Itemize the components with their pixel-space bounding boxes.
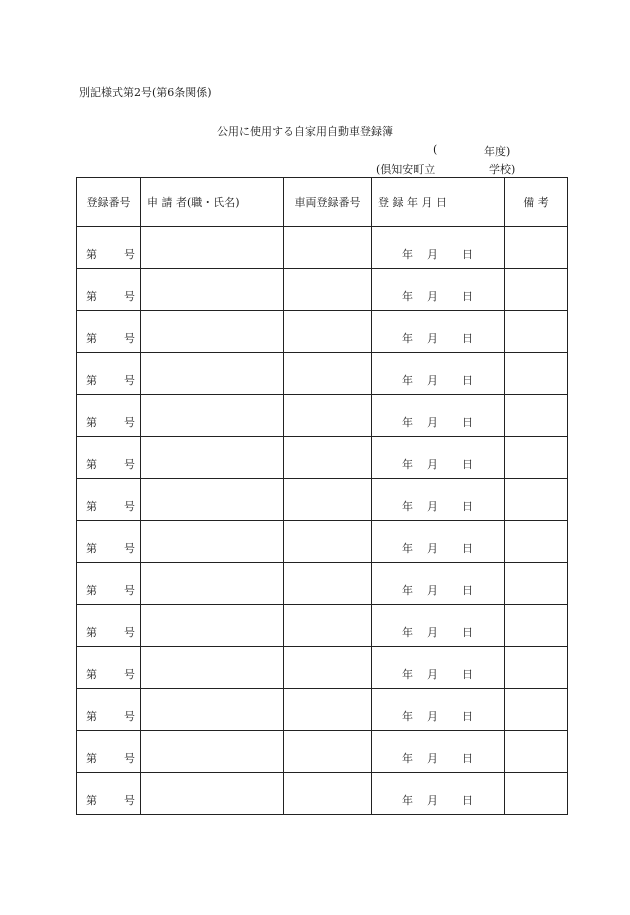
date-month-label: 月 <box>427 794 438 807</box>
date-day-label: 日 <box>462 542 473 555</box>
registration-number-cell <box>77 437 141 479</box>
table-row <box>77 269 568 311</box>
date-day-label: 日 <box>462 332 473 345</box>
registration-date-cell <box>372 437 505 479</box>
remarks-cell <box>505 353 568 395</box>
date-year-label: 年 <box>402 542 413 555</box>
remarks-cell <box>505 605 568 647</box>
date-month-label: 月 <box>427 752 438 765</box>
number-suffix: 号 <box>124 416 135 429</box>
number-prefix: 第 <box>86 374 97 387</box>
date-month-label: 月 <box>427 542 438 555</box>
vehicle-number-cell <box>284 269 372 311</box>
remarks-cell <box>505 269 568 311</box>
applicant-cell <box>141 227 284 269</box>
table-row <box>77 689 568 731</box>
registration-table <box>76 177 568 815</box>
table-row <box>77 437 568 479</box>
table-row <box>77 521 568 563</box>
registration-number-cell <box>77 731 141 773</box>
date-month-label: 月 <box>427 374 438 387</box>
number-prefix: 第 <box>86 332 97 345</box>
number-suffix: 号 <box>124 668 135 681</box>
registration-date-cell <box>372 605 505 647</box>
date-month-label: 月 <box>427 248 438 261</box>
registration-number-cell <box>77 605 141 647</box>
vehicle-number-cell <box>284 395 372 437</box>
number-suffix: 号 <box>124 332 135 345</box>
number-suffix: 号 <box>124 248 135 261</box>
number-prefix: 第 <box>86 458 97 471</box>
registration-number-cell <box>77 227 141 269</box>
registration-number-cell <box>77 311 141 353</box>
table-row <box>77 311 568 353</box>
registration-date-cell <box>372 353 505 395</box>
table-row <box>77 563 568 605</box>
date-day-label: 日 <box>462 752 473 765</box>
date-day-label: 日 <box>462 458 473 471</box>
applicant-cell <box>141 647 284 689</box>
date-year-label: 年 <box>402 668 413 681</box>
date-month-label: 月 <box>427 710 438 723</box>
applicant-cell <box>141 269 284 311</box>
registration-number-cell <box>77 353 141 395</box>
date-month-label: 月 <box>427 332 438 345</box>
number-prefix: 第 <box>86 794 97 807</box>
registration-date-cell <box>372 689 505 731</box>
vehicle-number-cell <box>284 353 372 395</box>
date-year-label: 年 <box>402 626 413 639</box>
table-row <box>77 479 568 521</box>
applicant-cell <box>141 521 284 563</box>
applicant-cell <box>141 563 284 605</box>
number-prefix: 第 <box>86 416 97 429</box>
number-prefix: 第 <box>86 626 97 639</box>
date-year-label: 年 <box>402 584 413 597</box>
date-day-label: 日 <box>462 584 473 597</box>
registration-number-cell <box>77 773 141 815</box>
date-month-label: 月 <box>427 584 438 597</box>
number-prefix: 第 <box>86 290 97 303</box>
number-suffix: 号 <box>124 752 135 765</box>
registration-number-cell <box>77 689 141 731</box>
table-header-row <box>77 178 568 227</box>
date-month-label: 月 <box>427 290 438 303</box>
date-year-label: 年 <box>402 374 413 387</box>
date-day-label: 日 <box>462 626 473 639</box>
remarks-cell <box>505 395 568 437</box>
applicant-cell <box>141 353 284 395</box>
year-open-paren: ( <box>433 143 438 156</box>
table-row <box>77 605 568 647</box>
date-year-label: 年 <box>402 416 413 429</box>
date-day-label: 日 <box>462 290 473 303</box>
date-day-label: 日 <box>462 710 473 723</box>
school-prefix: (倶知安町立 <box>376 163 436 176</box>
table-row <box>77 731 568 773</box>
number-prefix: 第 <box>86 668 97 681</box>
header-registration-number: 登録番号 <box>77 178 141 227</box>
table-row <box>77 395 568 437</box>
applicant-cell <box>141 395 284 437</box>
vehicle-number-cell <box>284 521 372 563</box>
vehicle-number-cell <box>284 437 372 479</box>
registration-date-cell <box>372 731 505 773</box>
table-row <box>77 773 568 815</box>
header-applicant: 申 請 者(職・氏名) <box>141 178 284 227</box>
number-suffix: 号 <box>124 500 135 513</box>
vehicle-number-cell <box>284 647 372 689</box>
number-suffix: 号 <box>124 710 135 723</box>
table-row <box>77 227 568 269</box>
number-suffix: 号 <box>124 542 135 555</box>
applicant-cell <box>141 605 284 647</box>
header-vehicle-number: 車両登録番号 <box>284 178 372 227</box>
remarks-cell <box>505 689 568 731</box>
number-prefix: 第 <box>86 584 97 597</box>
date-month-label: 月 <box>427 626 438 639</box>
header-remarks: 備 考 <box>505 178 568 227</box>
table-row <box>77 353 568 395</box>
date-year-label: 年 <box>402 332 413 345</box>
registration-date-cell <box>372 647 505 689</box>
date-year-label: 年 <box>402 500 413 513</box>
remarks-cell <box>505 563 568 605</box>
number-prefix: 第 <box>86 248 97 261</box>
number-prefix: 第 <box>86 752 97 765</box>
date-month-label: 月 <box>427 500 438 513</box>
registration-date-cell <box>372 521 505 563</box>
date-year-label: 年 <box>402 794 413 807</box>
remarks-cell <box>505 437 568 479</box>
date-year-label: 年 <box>402 710 413 723</box>
registration-number-cell <box>77 647 141 689</box>
form-label: 別記様式第2号(第6条関係) <box>79 86 212 99</box>
registration-number-cell <box>77 479 141 521</box>
registration-date-cell <box>372 773 505 815</box>
applicant-cell <box>141 479 284 521</box>
date-year-label: 年 <box>402 248 413 261</box>
date-month-label: 月 <box>427 668 438 681</box>
remarks-cell <box>505 731 568 773</box>
registration-number-cell <box>77 521 141 563</box>
number-suffix: 号 <box>124 374 135 387</box>
remarks-cell <box>505 521 568 563</box>
remarks-cell <box>505 647 568 689</box>
number-suffix: 号 <box>124 794 135 807</box>
date-day-label: 日 <box>462 794 473 807</box>
date-year-label: 年 <box>402 752 413 765</box>
date-day-label: 日 <box>462 416 473 429</box>
number-suffix: 号 <box>124 458 135 471</box>
date-day-label: 日 <box>462 248 473 261</box>
remarks-cell <box>505 311 568 353</box>
vehicle-number-cell <box>284 311 372 353</box>
vehicle-number-cell <box>284 689 372 731</box>
number-suffix: 号 <box>124 290 135 303</box>
registration-number-cell <box>77 269 141 311</box>
date-day-label: 日 <box>462 374 473 387</box>
number-suffix: 号 <box>124 626 135 639</box>
registration-date-cell <box>372 311 505 353</box>
number-prefix: 第 <box>86 500 97 513</box>
date-month-label: 月 <box>427 458 438 471</box>
school-suffix: 学校) <box>489 163 516 176</box>
vehicle-number-cell <box>284 605 372 647</box>
fiscal-year-label: 年度) <box>484 145 511 158</box>
registration-date-cell <box>372 479 505 521</box>
registration-number-cell <box>77 563 141 605</box>
vehicle-number-cell <box>284 773 372 815</box>
remarks-cell <box>505 479 568 521</box>
registration-date-cell <box>372 269 505 311</box>
number-prefix: 第 <box>86 542 97 555</box>
date-year-label: 年 <box>402 290 413 303</box>
vehicle-number-cell <box>284 731 372 773</box>
registration-date-cell <box>372 395 505 437</box>
registration-date-cell <box>372 227 505 269</box>
header-registration-date: 登 録 年 月 日 <box>372 178 505 227</box>
registration-number-cell <box>77 395 141 437</box>
date-month-label: 月 <box>427 416 438 429</box>
remarks-cell <box>505 227 568 269</box>
applicant-cell <box>141 311 284 353</box>
applicant-cell <box>141 731 284 773</box>
remarks-cell <box>505 773 568 815</box>
number-prefix: 第 <box>86 710 97 723</box>
vehicle-number-cell <box>284 227 372 269</box>
applicant-cell <box>141 773 284 815</box>
number-suffix: 号 <box>124 584 135 597</box>
date-day-label: 日 <box>462 500 473 513</box>
vehicle-number-cell <box>284 479 372 521</box>
applicant-cell <box>141 689 284 731</box>
applicant-cell <box>141 437 284 479</box>
document-title: 公用に使用する自家用自動車登録簿 <box>217 125 393 138</box>
date-year-label: 年 <box>402 458 413 471</box>
vehicle-number-cell <box>284 563 372 605</box>
table-row <box>77 647 568 689</box>
registration-date-cell <box>372 563 505 605</box>
date-day-label: 日 <box>462 668 473 681</box>
